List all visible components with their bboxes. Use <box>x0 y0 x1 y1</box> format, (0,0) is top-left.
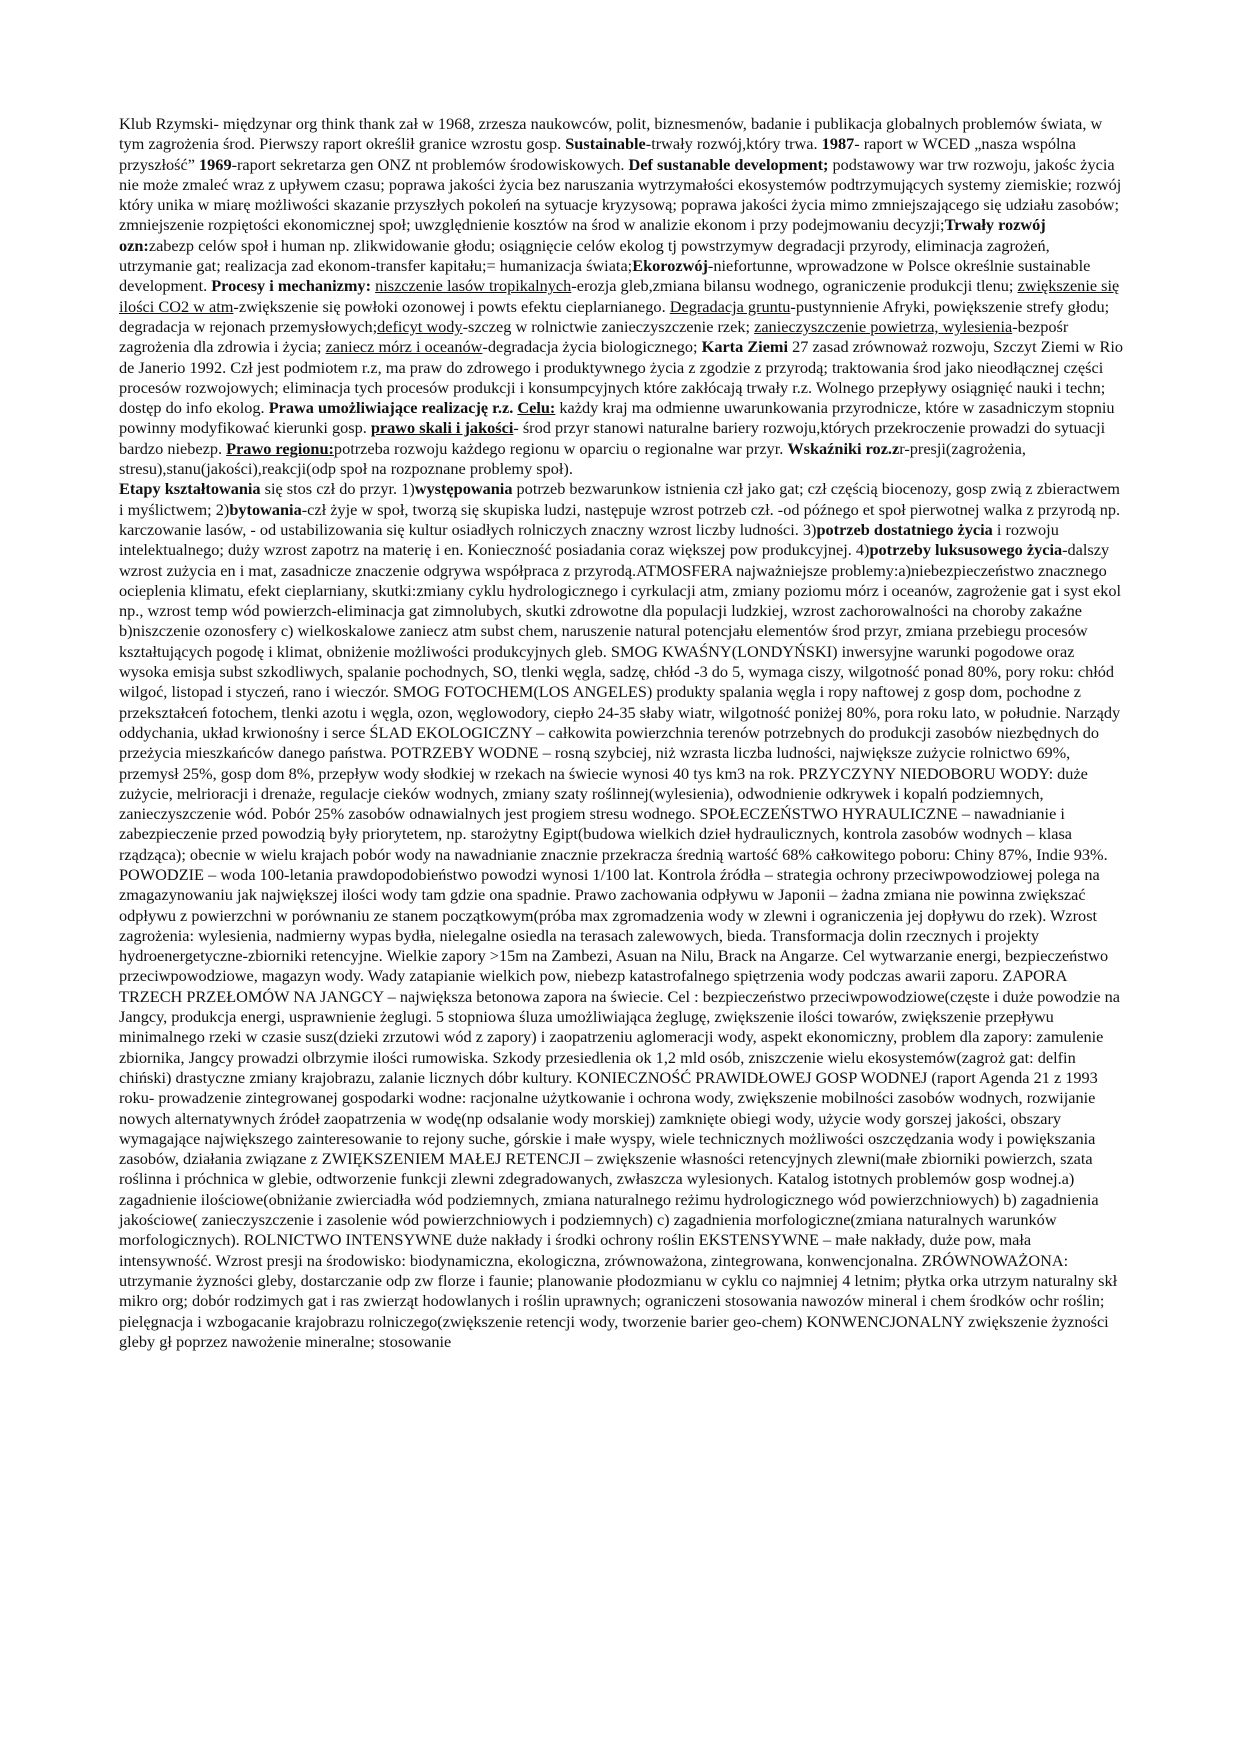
bold-underlined-term: prawo skali i jakości <box>370 418 514 438</box>
bold-underlined-term: Celu: <box>517 398 556 418</box>
text-run: -zwiększenie się powłoki ozonowej i powts efektu cieplarnianego. <box>233 296 670 316</box>
text-run: -bezpośr zagrożenia dla zdrowia i życia; <box>119 316 1069 357</box>
text-run: - środ przyr stanowi naturalne bariery rozwoju,których przekroczenie prowadzi do sytuacji bardzo niebezp. <box>119 418 1106 458</box>
text-run: -pustynnienie Afryki, powiększenie strefy głodu; degradacja w rejonach przemysłowych; <box>119 296 1110 336</box>
bold-term: Procesy i mechanizmy: <box>211 276 371 296</box>
underlined-term: zwiększenie się ilości CO2 w atm <box>119 276 1120 316</box>
text-run: potrzeba rozwoju każdego regionu w oparciu o regionalne war przyr. <box>333 438 788 458</box>
text-run: -degradacja życia biologicznego; <box>482 337 702 357</box>
text-run: podstawowy war trw rozwoju, jakośc życia nie może zmaleć wraz z upływem czasu; poprawa jakości życia bez naruszania wytrzymałości ekosystemów podtrzymujących systemy ziemiskie; rozwój który unika w miarę możliwości skazanie przyszłych pokoleń na sytuacje kryzysową; poprawa jakości życia mimo zmniejszającego się udziału zasobów; zmniejszenie rozpiętości ekonomicznej społ; uwzględnienie kosztów na środ w analizie ekonom i przy podejmowaniu decyzji; <box>119 154 1122 235</box>
underlined-term: deficyt wody <box>377 316 463 336</box>
text-run: -czł żyje w społ, tworzą się skupiska ludzi, następuje wzrost potrzeb czł. -od późnego et społ pierwotnej walka z przyrodą np. karczowanie lasów, - od ustabilizowania się kultur osiadłych rolniczych znaczny wzrost liczby ludności. 3) <box>119 499 1121 539</box>
bold-term: Karta Ziemi <box>701 337 789 357</box>
text-run: 27 zasad zrównoważ rozwoju, Szczyt Ziemi w Rio de Janerio 1992. Czł jest podmiotem r.z, ma praw do zdrowego i produktywnego życia z zgodzie z przyrodą; traktowania środ jako nieodłącznej części procesów rozwojowych; eliminacja tych procesów produkcji i konsumpcyjnych które zakłócają trwały r.z. Wolnego przepływy osiągnięć nauki i techn; dostęp do info ekolog. <box>119 337 1124 418</box>
bold-term: występowania <box>414 479 513 499</box>
underlined-term: zaniecz mórz i oceanów <box>325 337 483 357</box>
bold-term: potrzeb dostatniego życia <box>816 519 993 539</box>
underlined-term: niszczenie lasów tropikalnych <box>375 276 572 296</box>
bold-term: Trwały rozwój ozn: <box>119 215 1046 255</box>
bold-term: potrzeby luksusowego życia <box>869 540 1063 560</box>
text-run: się stos czł do przyr. 1) <box>260 479 415 499</box>
bold-term: Wskaźniki roz.z <box>787 438 900 458</box>
text-run: i rozwoju intelektualnego; duży wzrost zapotrz na materię i en. Konieczność posiadania coraz większej pow produkcyjnej. 4) <box>119 519 1059 560</box>
text-run: Klub Rzymski- międzynar org think thank zał w 1968, zrzesza naukowców, polit, biznesmenów, badanie i publikacja globalnych problemów świata, w tym zagrożenia środ. Pierwszy raport określił granice wzrostu gosp. <box>119 114 1103 154</box>
bold-term: Prawa umożliwiające realizację r.z. <box>268 398 514 418</box>
text-run: każdy kraj ma odmienne uwarunkowania przyrodnicze, które w zasadniczym stopniu powinny modyfikować kierunki gosp. <box>119 398 1115 438</box>
paragraph-etapy <box>119 479 1124 1352</box>
text-run: -trwały rozwój,który trwa. <box>645 134 822 154</box>
paragraph-intro <box>119 114 1124 479</box>
text-run: zabezp celów społ i human np. zlikwidowanie głodu; osiągnięcie celów ekolog tj powstrzymyw degradacji przyrody, eliminacja zagrożeń, utrzymanie gat; realizacja zad ekonom-transfer kapitału;= humanizacja świata; <box>119 235 1050 276</box>
text-run: -szczeg w rolnictwie zanieczyszczenie rzek; <box>462 316 755 336</box>
bold-term: 1987 <box>821 134 855 154</box>
text-run: -niefortunne, wprowadzone w Polsce określnie sustainable development. <box>119 256 1091 296</box>
text-run: r-presji(zagrożenia, stresu),stanu(jakości),reakcji(odp społ na rozpoznane problemy społ). <box>119 438 1026 479</box>
bold-term: 1969 <box>199 154 232 174</box>
text-run: -dalszy wzrost zużycia en i mat, zasadnicze znaczenie odgrywa współpraca z przyrodą.ATMOSFERA najważniejsze problemy:a)niebezpieczeństwo znacznego ocieplenia klimatu, efekt cieplarniany, skutki:zmiany cyklu hydrologicznego i cyrkulacji atm, zmiany poziomu mórz i oceanów, zagrożenie gat i syst ekol np., wzrost temp wód powierzch-eliminacja gat zimnolubych, skutki zdrowotne dla populacji ludzkiej, wzrost zachorowalności na choroby zakaźne b)niszczenie ozonosfery c) wielkoskalowe zaniecz atm subst chem, naruszenie natural potencjału elementów środ przyr, zmiana przebiegu procesów kształtujących pogodę i klimat, obniżenie możliwości produkcyjnych gleb. SMOG KWAŚNY(LONDYŃSKI) inwersyjne warunki pogodowe oraz wysoka emisja subst szkodliwych, spalanie pochodnych, SO, tlenki węgla, sadzę, chłód -3 do 5, wymaga ciszy, wilgotność ponad 80%, pory roku: chłód wilgoć, listopad i styczeń, rano i wieczór. SMOG FOTOCHEM(LOS ANGELES) produkty spalania węgla i ropy naftowej z gosp dom, pochodne z przekształceń fotochem, tlenki azotu i węgla, ozon, węglowodory, ciepło 24-35 słaby wiatr, wilgotność poniżej 80%, pora roku lato, w południe. Narządy oddychania, układ krwionośny i serce ŚLAD EKOLOGICZNY – całkowita powierzchnia terenów potrzebnych do produkcji zasobów niezbędnych do przeżycia mieszkańców danego państwa. POTRZEBY WODNE – rosną szybciej, niż wzrasta liczba ludności, największe zużycie rolnictwo 69%, przemysł 25%, gosp dom 8%, przepływ wody słodkiej w rzekach na świecie wynosi 40 tys km3 na rok. PRZYCZYNY NIEDOBORU WODY: duże zużycie, melrioracji i drenaże, regulacje cieków wodnych, zmiany szaty roślinnej(wylesienia), odwodnienie odkrywek i kopalń podziemnych, zanieczyszczenie wód. Pobór 25% zasobów odnawialnych jest progiem stresu wodnego. SPOŁECZEŃSTWO HYRAULICZNE – nawadnianie i zabezpieczenie przed powodzią były priorytetem, np. starożytny Egipt(budowa wielkich dzieł hydraulicznych, kontrola zasobów wodnych – klasa rządząca); obecnie w wielu krajach pobór wody na nawadnianie znacznie przekracza średnią wartość 68% całkowitego poboru: Chiny 87%, Indie 93%. POWODZIE – woda 100-letania prawdopodobieństwo powodzi wynosi 1/100 lat. Kontrola źródła – strategia ochrony przeciwpowodziowej polega na zmagazynowaniu jak największej ilości wody tam gdzie ona spadnie. Prawo zachowania odpływu w Japonii – żadna zmiana nie powinna zwiększać odpływu z powierzchni w porównaniu ze stanem początkowym(próba max zgromadzenia wody w zlewni i ograniczenia jej dopływu do rzek). Wzrost zagrożenia: wylesienia, nadmierny wypas bydła, nielegalne osiedla na terasach zalewowych, bieda. Transformacja dolin rzecznych i projekty hydroenergetyczne-zbiorniki retencyjne. Wielkie zapory >15m na Zambezi, Asuan na Nilu, Brack na Angarze. Cel wytwarzanie energi, bezpieczeństwo przeciwpowodziowe, magazyn wody. Wady zatapianie wielkich pow, niebezp katastrofalnego spiętrzenia wody podczas awarii zaporu. ZAPORA TRZECH PRZEŁOMÓW NA JANGCY – największa betonowa zapora na świecie. Cel : bezpieczeństwo przeciwpowodziowe(częste i duże powodzie na Jangcy, produkcja energi, usprawnienie żeglugi. 5 stopniowa śluza umożliwiająca żeglugę, zwiększenie ilości towarów, zwiększenie przepływu minimalnego rzeki w czasie susz(dzieki zrzutowi wód z zapory) i zaopatrzeniu aglomeracji wody, aspekt ekonomiczny, problem dla zapory: zamulenie zbiornika, Jangcy prowadzi olbrzymie ilości rumowiska. Szkody przesiedlenia ok 1,2 mld osób, zniszczenie wielu ekosystemów(zagroż gat: delfin chiński) drastyczne zmiany krajobrazu, zalanie licznych dóbr kultury. KONIECZNOŚĆ PRAWIDŁOWEJ GOSP WODNEJ (raport Agenda 21 z 1993 roku- prowadzenie zintegrowanej gospodarki wodne: racjonalne użytkowanie i ochrona wody, zwiększenie mobilności zasobów wodnych, rozwijanie nowych alternatywnych źródeł zaopatrzenia w wodę(np odsalanie wody morskiej) zamknięte obiegi wody, użycie wody gorszej jakości, obszary wymagające największego zainteresowanie to rejony suche, górskie i małe wyspy, wiele technicznych możliwości oszczędzania wody i powiększania zasobów, działania związane z ZWIĘKSZENIEM MAŁEJ RETENCJI – zwiększenie własności retencyjnych zlewni(małe zbiorniki powierzch, szata roślinna i próchnica w glebie, odtworzenie funkcji zlewni zdegradowanych, zwłaszcza wylesionych. Katalog istotnych problemów gosp wodnej.a) zagadnienie ilościowe(obniżanie zwierciadła wód podziemnych, zmiana naturalnego reżimu hydrologicznego wód powierzchniowych) b) zagadnienia jakościowe( zanieczyszczenie i zasolenie wód powierzchniowych i podziemnych) c) zagadnienia morfologiczne(zmiana naturalnych warunków morfologicznych). ROLNICTWO INTENSYWNE duże nakłady i środki ochrony roślin EKSTENSYWNE – małe nakłady, duże pow, mała intensywność. Wzrost presji na środowisko: biodynamiczna, ekologiczna, zrównoważona, zintegrowana, konwencjonalna. ZRÓWNOWAŻONA: utrzymanie żyzności gleby, dostarczanie odp zw florze i faunie; planowanie płodozmianu w cyklu co najmniej 4 letnim; płytka orka utrzym naturalny skł mikro org; dobór rodzimych gat i ras zwierząt hodowlanych i roślin uprawnych; ograniczeni stosowania nawozów mineral i chem środków ochr roślin; pielęgnacja i wzbogacanie krajobrazu rolniczego(zwiększenie retencji wody, tworzenie barier geo-chem) KONWENCJONALNY zwiększenie żyzności gleby gł poprzez nawożenie mineralne; stosowanie <box>119 540 1122 1351</box>
underlined-term: Degradacja gruntu <box>669 296 791 316</box>
text-run: -raport sekretarza gen ONZ nt problemów środowiskowych. <box>231 154 629 174</box>
bold-underlined-term: Prawo regionu: <box>226 438 334 458</box>
text-run: potrzeb bezwarunkow istnienia czł jako gat; czł częścią biocenozy, gosp zwią z zbieractwem i myślictwem; 2) <box>119 479 1120 519</box>
underlined-term: zanieczyszczenie powietrza, wylesienia <box>754 316 1013 336</box>
bold-term: bytowania <box>229 499 302 519</box>
document-page <box>119 114 1124 1352</box>
bold-term: Ekorozwój <box>632 256 708 276</box>
bold-term: Def sustanable development; <box>628 154 829 174</box>
text-run: - raport w WCED „nasza wspólna przyszłość” <box>119 134 1076 174</box>
text-run: -erozja gleb,zmiana bilansu wodnego, ograniczenie produkcji tlenu; <box>571 276 1018 296</box>
bold-term: Etapy kształtowania <box>119 479 261 499</box>
bold-term: Sustainable <box>565 134 646 154</box>
